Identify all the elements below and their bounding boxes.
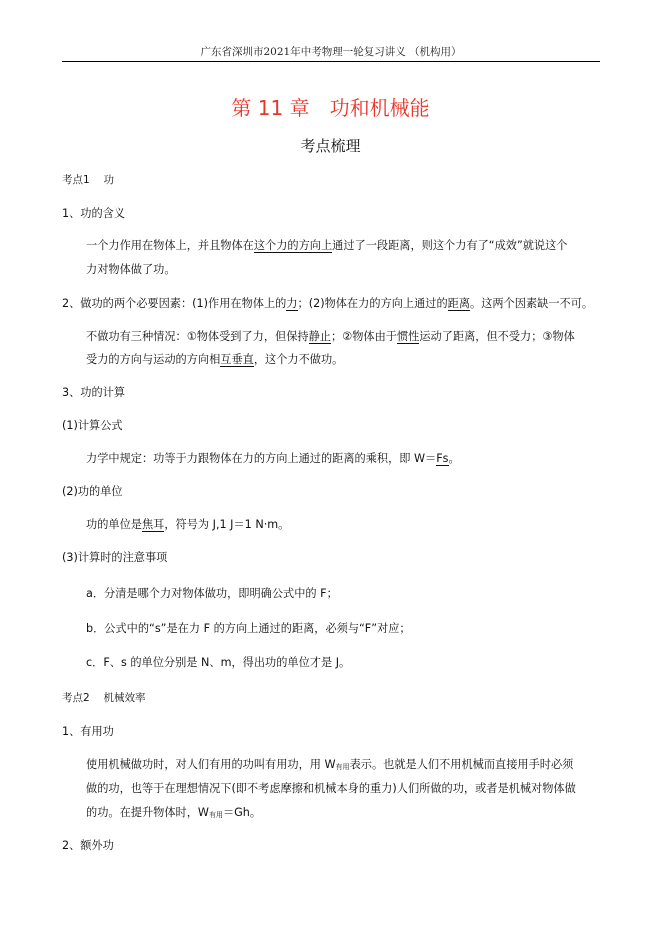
text-run: ；②物体由于 [330, 330, 397, 343]
section-title: 考点梳理 [300, 137, 361, 155]
kaodian-2-heading: 考点2 机械效率 [62, 692, 146, 704]
underlined-term: 互垂直 [220, 353, 254, 366]
s3-1-line [86, 451, 460, 467]
underlined-term: Fs [436, 452, 449, 465]
s3-3-item-b: b．公式中的“s”是在力 F 的方向上通过的距离，必须与“F”对应； [86, 622, 411, 635]
s2-para-line-2 [86, 352, 343, 368]
text-run: 通过了一段距离，则这个力有了“成效”就说这个 [332, 239, 568, 252]
text-run: 力学中规定：功等于力跟物体在力的方向上通过的距离的乘积，即 W＝ [86, 452, 437, 465]
s1-title: 1、功的含义 [62, 207, 126, 220]
text-run: ，这个力不做功。 [253, 353, 344, 366]
u1-line-1 [86, 757, 573, 775]
text-run: 的功。在提升物体时，W [86, 806, 209, 819]
s1-line-2: 力对物体做了功。 [86, 263, 176, 276]
text-run: 。 [448, 452, 460, 465]
page-header: 广东省深圳市2021年中考物理一轮复习讲义 （机构用） [200, 46, 462, 58]
s1-line-1 [86, 238, 568, 254]
underlined-term: 焦耳 [141, 518, 165, 531]
s3-2-line [86, 517, 289, 533]
s3-3-title: (3)计算时的注意事项 [62, 551, 168, 564]
text-run: 受力的方向与运动的方向相 [86, 353, 221, 366]
chapter-title: 第 11 章 功和机械能 [231, 96, 430, 120]
s2-line [62, 296, 593, 312]
header-rule [62, 61, 600, 62]
s3-3-item-c: c．F、s 的单位分别是 N、m，得出功的单位才是 J。 [86, 656, 351, 669]
s3-2-title: (2)功的单位 [62, 485, 123, 498]
text-run: 一个力作用在物体上，并且物体在 [86, 239, 254, 252]
s3-3-item-a: a．分清是哪个力对物体做功，即明确公式中的 F； [86, 587, 338, 600]
underlined-term: 力 [286, 297, 298, 310]
underlined-term: 静止 [308, 330, 331, 343]
text-run: 不做功有三种情况：①物体受到了力，但保持 [86, 330, 309, 343]
u2-title: 2、额外功 [62, 839, 114, 852]
text-run: 运动了距离，但不受力；③物体 [419, 330, 575, 343]
text-run: 2、做功的两个必要因素：(1)作用在物体上的 [62, 297, 287, 310]
underlined-term: 惯性 [396, 330, 420, 343]
u1-title: 1、有用功 [62, 725, 114, 738]
text-run: 。这两个因素缺一不可。 [470, 297, 594, 310]
kaodian-1-heading: 考点1 功 [62, 174, 115, 186]
underlined-term: 这个力的方向上 [253, 239, 333, 252]
s3-title: 3、功的计算 [62, 386, 126, 399]
text-run: 功的单位是 [86, 518, 142, 531]
underlined-term: 距离 [447, 297, 471, 310]
text-run: 表示。也就是人们不用机械而直接用手时必须 [349, 758, 574, 771]
text-run: ＝Gh。 [222, 806, 262, 819]
u1-line-2: 做的功，也等于在理想情况下(即不考虑摩擦和机械本身的重力)人们所做的功，或者是机械对物体做 [86, 782, 576, 795]
subscript: 有用 [208, 811, 223, 819]
subscript: 有用 [335, 763, 350, 771]
u1-line-3 [86, 805, 261, 823]
s2-para-line-1 [86, 329, 575, 345]
s3-1-title: (1)计算公式 [62, 419, 123, 432]
text-run: ；(2)物体在力的方向上通过的 [297, 297, 448, 310]
text-run: ，符号为 J,1 J＝1 N·m。 [164, 518, 290, 531]
text-run: 使用机械做功时，对人们有用的功叫有用功，用 W [86, 758, 336, 771]
